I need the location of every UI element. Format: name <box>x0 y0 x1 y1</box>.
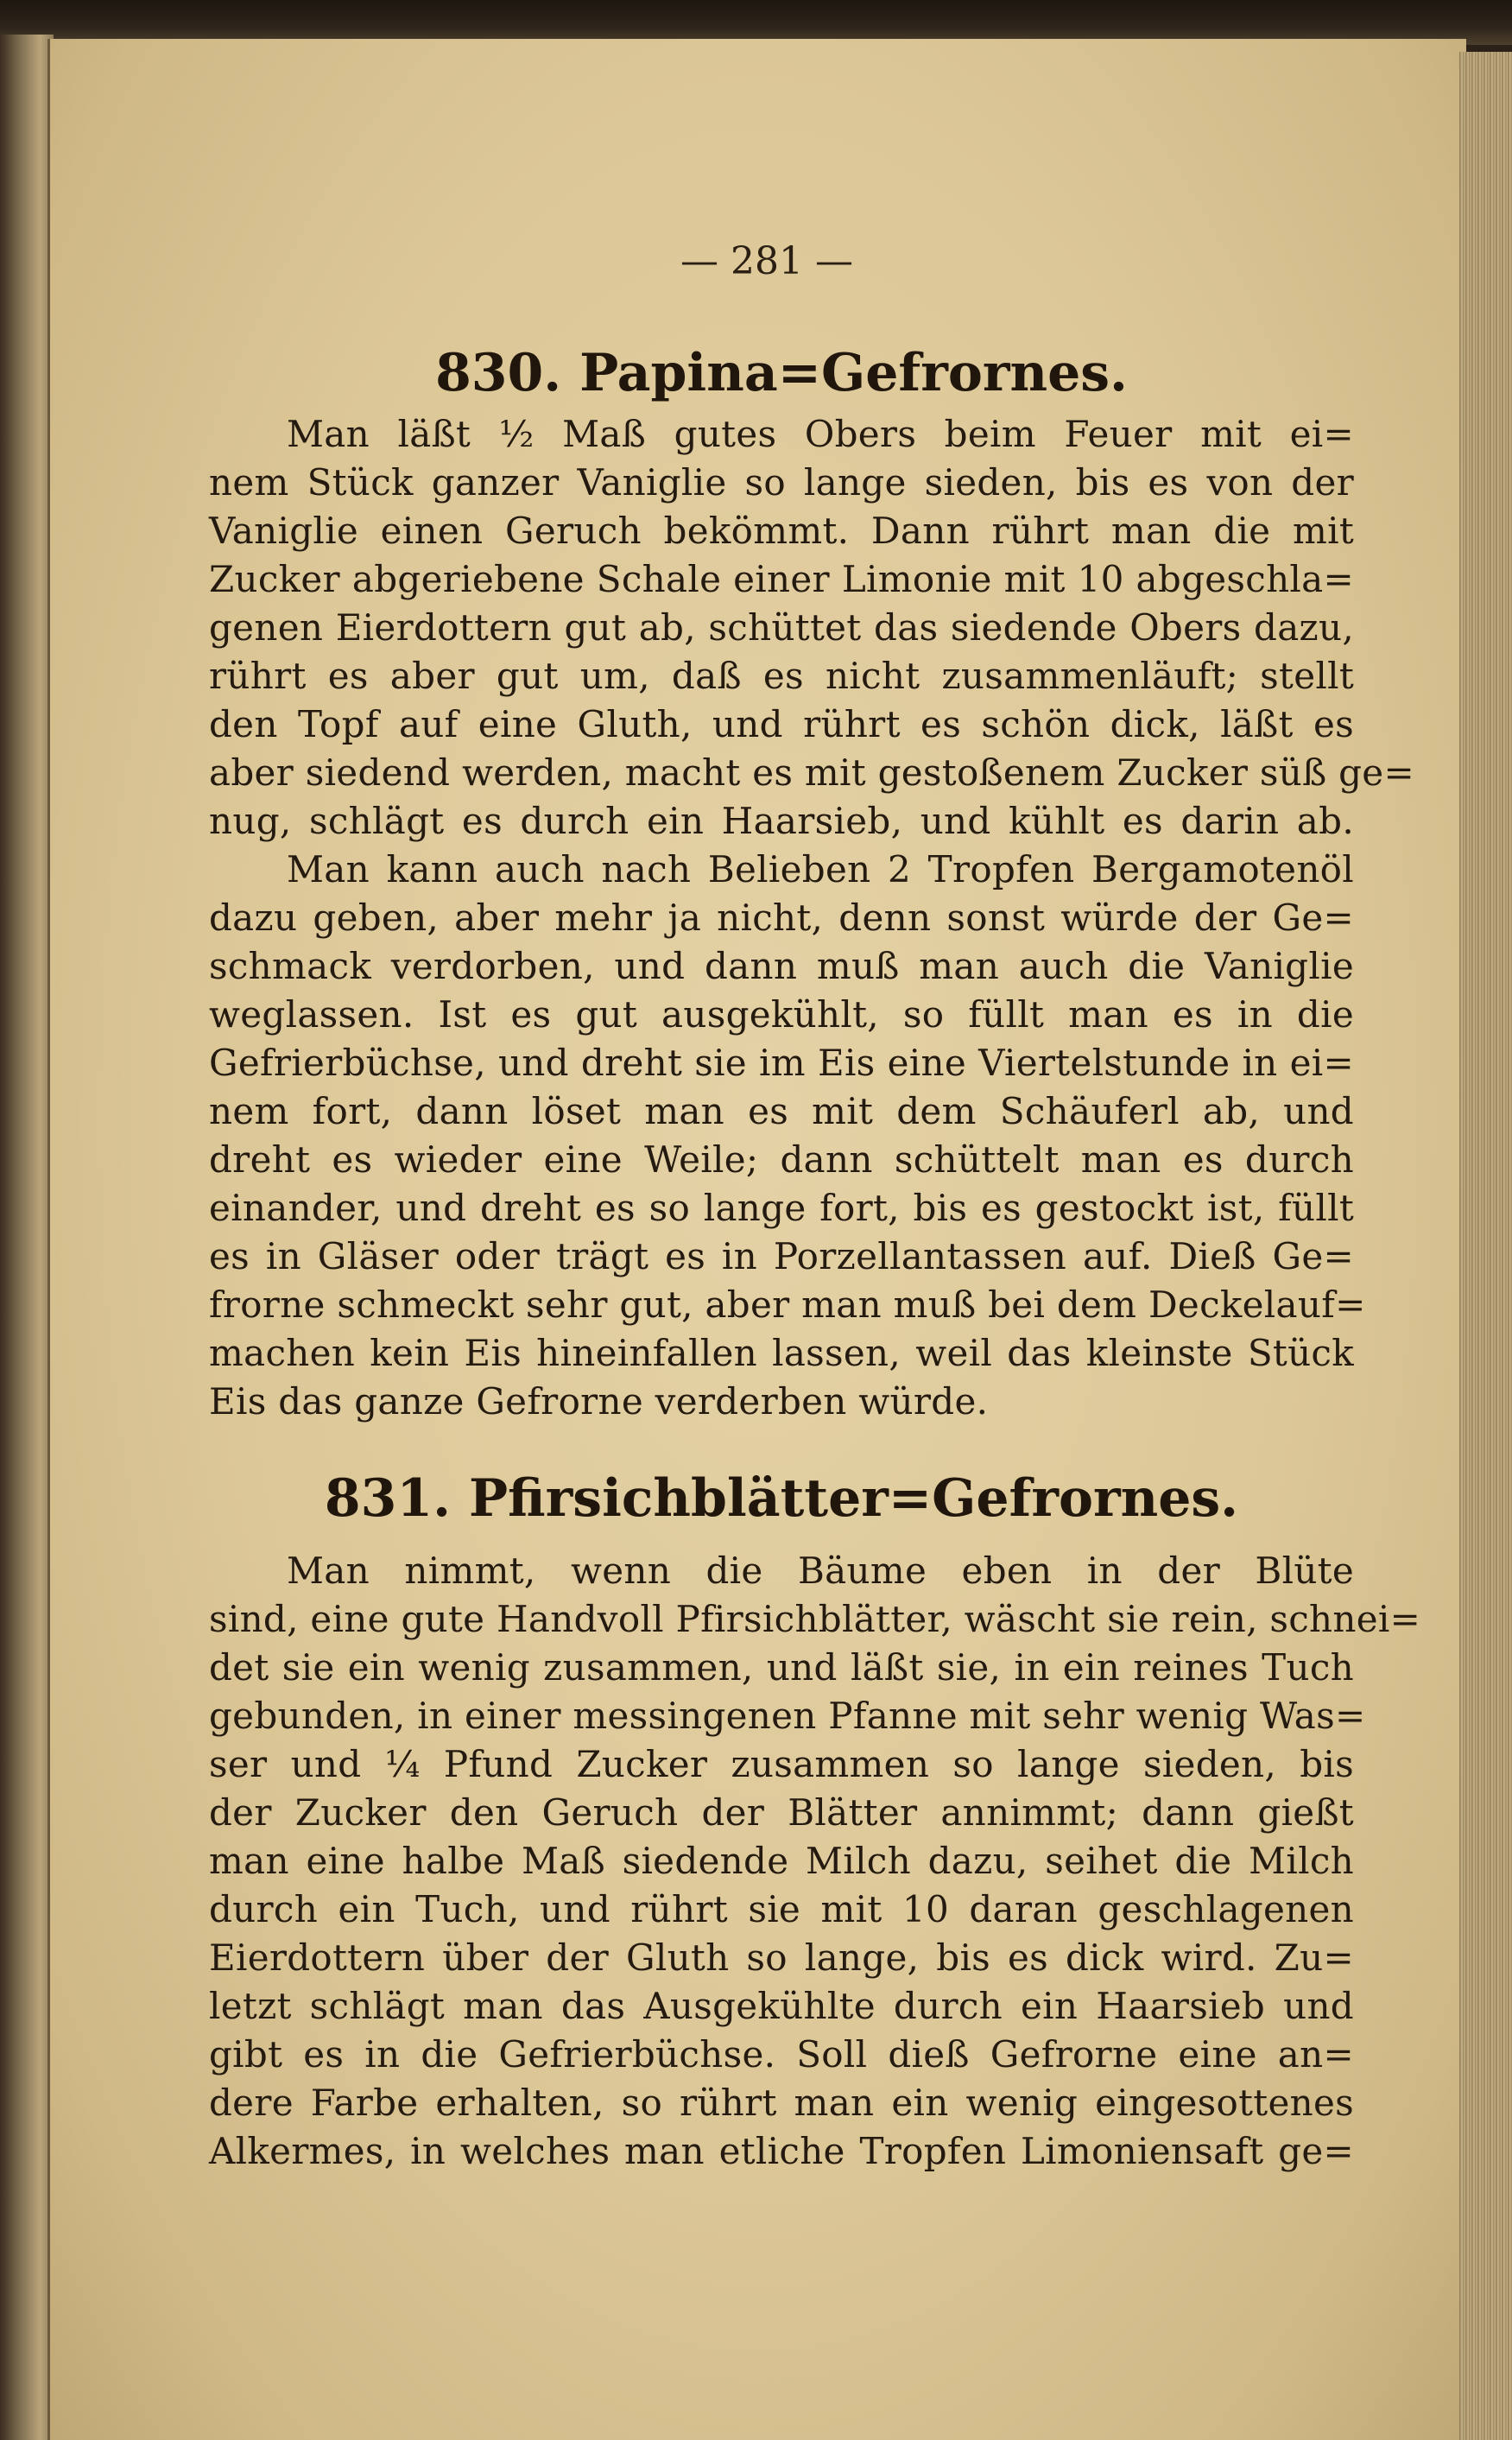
text-line: det sie ein wenig zusammen, und läßt sie, in ein reines Tuch <box>209 1646 1354 1689</box>
text-line: Man nimmt, wenn die Bäume eben in der Blüte <box>287 1550 1354 1592</box>
page-paper <box>47 39 1466 2440</box>
text-line: Alkermes, in welches man etliche Tropfen Limoniensaft ge= <box>209 2130 1354 2172</box>
page-number: — 281 — <box>680 239 853 283</box>
text-line: rührt es aber gut um, daß es nicht zusammenläuft; stellt <box>209 655 1354 697</box>
recipe-heading-831: 831. Pfirsichblätter=Gefrornes. <box>324 1468 1239 1529</box>
text-line: Man läßt ½ Maß gutes Obers beim Feuer mit ei= <box>287 413 1354 455</box>
text-line: es in Gläser oder trägt es in Porzellantassen auf. Dieß Ge= <box>209 1235 1354 1277</box>
text-line: Zucker abgeriebene Schale einer Limonie mit 10 abgeschla= <box>209 558 1354 600</box>
text-line: letzt schlägt man das Ausgekühlte durch ein Haarsieb und <box>209 1985 1354 2027</box>
text-line: dazu geben, aber mehr ja nicht, denn sonst würde der Ge= <box>209 897 1354 939</box>
text-line: nem fort, dann löset man es mit dem Schäuferl ab, und <box>209 1090 1354 1132</box>
text-line: Vaniglie einen Geruch bekömmt. Dann rührt man die mit <box>209 510 1354 552</box>
text-line: weglassen. Ist es gut ausgekühlt, so füllt man es in die <box>209 993 1354 1036</box>
text-line: Man kann auch nach Belieben 2 Tropfen Bergamotenöl <box>287 848 1354 890</box>
text-line: den Topf auf eine Gluth, und rührt es schön dick, läßt es <box>209 703 1354 745</box>
text-line: durch ein Tuch, und rührt sie mit 10 daran geschlagenen <box>209 1888 1354 1930</box>
text-line: aber siedend werden, macht es mit gestoßenem Zucker süß ge= <box>209 751 1414 794</box>
text-line: man eine halbe Maß siedende Milch dazu, seihet die Milch <box>209 1840 1354 1882</box>
text-line: genen Eierdottern gut ab, schüttet das siedende Obers dazu, <box>209 606 1354 649</box>
text-line: ser und ¼ Pfund Zucker zusammen so lange sieden, bis <box>209 1743 1354 1785</box>
text-line: nug, schlägt es durch ein Haarsieb, und kühlt es darin ab. <box>209 800 1354 842</box>
facing-page-edge <box>0 35 54 2440</box>
text-line: frorne schmeckt sehr gut, aber man muß bei dem Deckelauf= <box>209 1283 1366 1326</box>
text-line: dreht es wieder eine Weile; dann schüttelt man es durch <box>209 1138 1354 1181</box>
text-line: gebunden, in einer messingenen Pfanne mit sehr wenig Was= <box>209 1695 1366 1737</box>
text-line: Eis das ganze Gefrorne verderben würde. <box>209 1380 989 1423</box>
text-line: machen kein Eis hineinfallen lassen, weil das kleinste Stück <box>209 1332 1354 1374</box>
text-line: Eierdottern über der Gluth so lange, bis es dick wird. Zu= <box>209 1936 1354 1979</box>
text-line: gibt es in die Gefrierbüchse. Soll dieß Gefrorne eine an= <box>209 2033 1354 2076</box>
text-line: nem Stück ganzer Vaniglie so lange sieden, bis es von der <box>209 461 1354 504</box>
text-line: der Zucker den Geruch der Blätter annimmt; dann gießt <box>209 1791 1354 1834</box>
recipe-heading-830: 830. Papina=Gefrornes. <box>435 343 1128 403</box>
text-line: schmack verdorben, und dann muß man auch die Vaniglie <box>209 945 1354 987</box>
text-line: Gefrierbüchse, und dreht sie im Eis eine Viertelstunde in ei= <box>209 1042 1354 1084</box>
text-line: einander, und dreht es so lange fort, bis es gestockt ist, füllt <box>209 1187 1354 1229</box>
text-line: dere Farbe erhalten, so rührt man ein wenig eingesottenes <box>209 2082 1354 2124</box>
page-block-edge <box>1459 52 1512 2440</box>
text-line: sind, eine gute Handvoll Pfirsichblätter, wäscht sie rein, schnei= <box>209 1598 1421 1640</box>
